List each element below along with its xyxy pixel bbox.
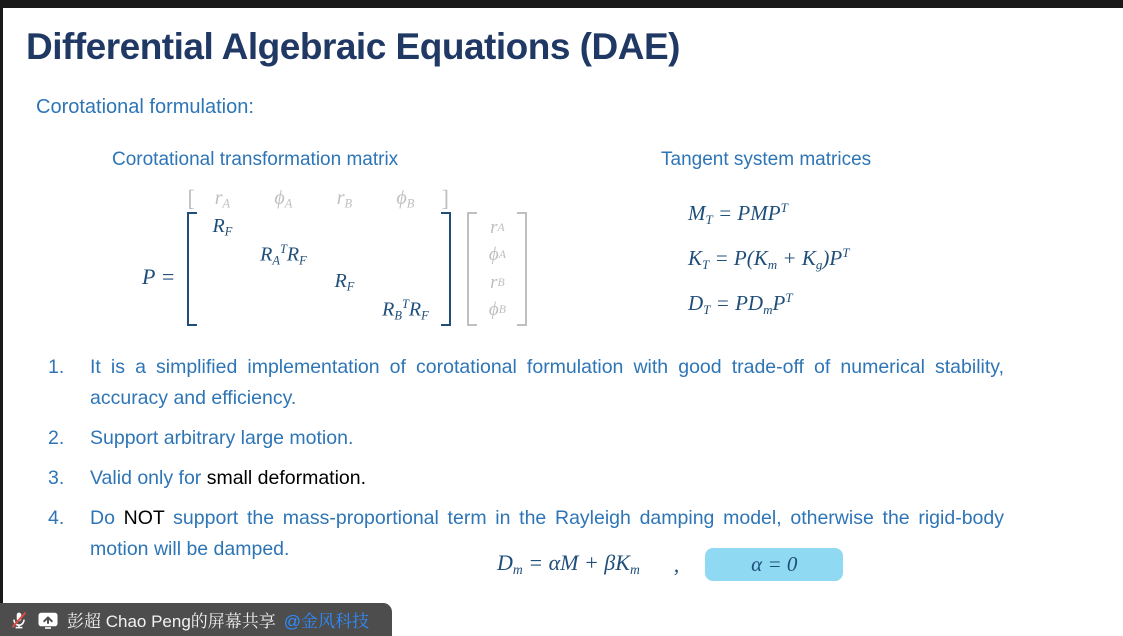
vector-bracket-left <box>467 212 477 326</box>
equation-comma: , <box>673 551 680 577</box>
dof-header: $r_A$ <box>214 186 231 211</box>
bracket-close: ] <box>441 186 450 211</box>
matrix-body <box>187 212 451 326</box>
matrix-row <box>197 297 441 325</box>
screen-share-icon <box>37 610 59 630</box>
list-number: 4. <box>48 507 65 529</box>
stiffness-matrix-equation: $K_T = P(K_m + K_g)P^T$ <box>688 245 850 272</box>
damping-equation-lhs: $D_m = \alpha M + \beta K_m$ <box>497 550 640 578</box>
bracket-open: [ <box>187 186 196 211</box>
top-frame-bar <box>0 0 1123 8</box>
matrix-row <box>197 214 441 242</box>
matrix-row <box>197 269 441 297</box>
rayleigh-damping-equation <box>497 548 843 581</box>
mass-matrix-equation: $M_T = PMP^T$ <box>688 200 788 227</box>
vector-entry: ϕ B <box>488 299 506 321</box>
list-number: 1. <box>48 356 65 378</box>
damping-matrix-equation: $D_T = PD_mP^T$ <box>688 290 793 317</box>
list-item <box>48 463 1004 494</box>
matrix-cell: $R_A^TR_F$ <box>260 242 307 268</box>
dof-header: $\phi_A$ <box>274 186 293 211</box>
alpha-highlight-box: α = 0 <box>705 548 843 581</box>
matrix-cell: $R_F$ <box>212 215 233 240</box>
slide-subtitle: Corotational formulation: <box>36 96 254 118</box>
matrix-bracket-right <box>441 212 451 326</box>
list-text-emphasis: NOT <box>123 507 165 529</box>
numbered-list <box>48 352 1004 574</box>
transformation-matrix <box>187 186 451 326</box>
share-bar-mention-link[interactable]: @金风科技 <box>283 612 370 631</box>
vector-entries <box>477 212 517 326</box>
share-bar-label: 彭超 Chao Peng的屏幕共享 <box>67 612 276 631</box>
matrix-grid <box>197 212 441 326</box>
list-text: support the mass-proportional term in the Rayleigh damping model, otherwise the rigid-body motion will be damped. <box>90 507 1004 560</box>
matrix-bracket-left <box>187 212 197 326</box>
list-item <box>48 423 1004 454</box>
list-text: It is a simplified implementation of corotational formulation with good trade-off of numerical stability, accuracy and efficiency. <box>90 356 1004 409</box>
vector-entry: r A <box>490 216 505 238</box>
screen-share-bar[interactable] <box>0 603 392 636</box>
list-number: 2. <box>48 427 65 449</box>
list-text: Do <box>90 507 124 529</box>
matrix-cell: $R_B^TR_F$ <box>382 297 429 323</box>
list-text: Support arbitrary large motion. <box>90 427 354 449</box>
vector-entry: r B <box>490 271 505 293</box>
list-item <box>48 352 1004 414</box>
vector-bracket-right <box>517 212 527 326</box>
matrix-row <box>197 242 441 270</box>
dof-header: $\phi_B$ <box>396 186 415 211</box>
list-text: Valid only for <box>90 467 207 489</box>
dof-header: $r_B$ <box>336 186 353 211</box>
list-number: 3. <box>48 467 65 489</box>
matrix-cell: $R_F$ <box>334 270 355 295</box>
dof-column-vector <box>467 212 527 326</box>
list-text-emphasis: small deformation. <box>206 467 367 489</box>
microphone-muted-icon <box>9 610 29 630</box>
matrix-dof-header-row <box>187 186 451 212</box>
left-frame-border <box>0 0 3 636</box>
tangent-section-heading: Tangent system matrices <box>661 149 872 170</box>
vector-entry: ϕ A <box>488 244 506 266</box>
corotational-matrix-equation <box>142 186 527 326</box>
slide-title: Differential Algebraic Equations (DAE) <box>26 26 680 67</box>
tangent-equations <box>688 200 849 335</box>
matrix-lhs: P = <box>142 264 176 289</box>
matrix-section-heading: Corotational transformation matrix <box>112 149 399 170</box>
